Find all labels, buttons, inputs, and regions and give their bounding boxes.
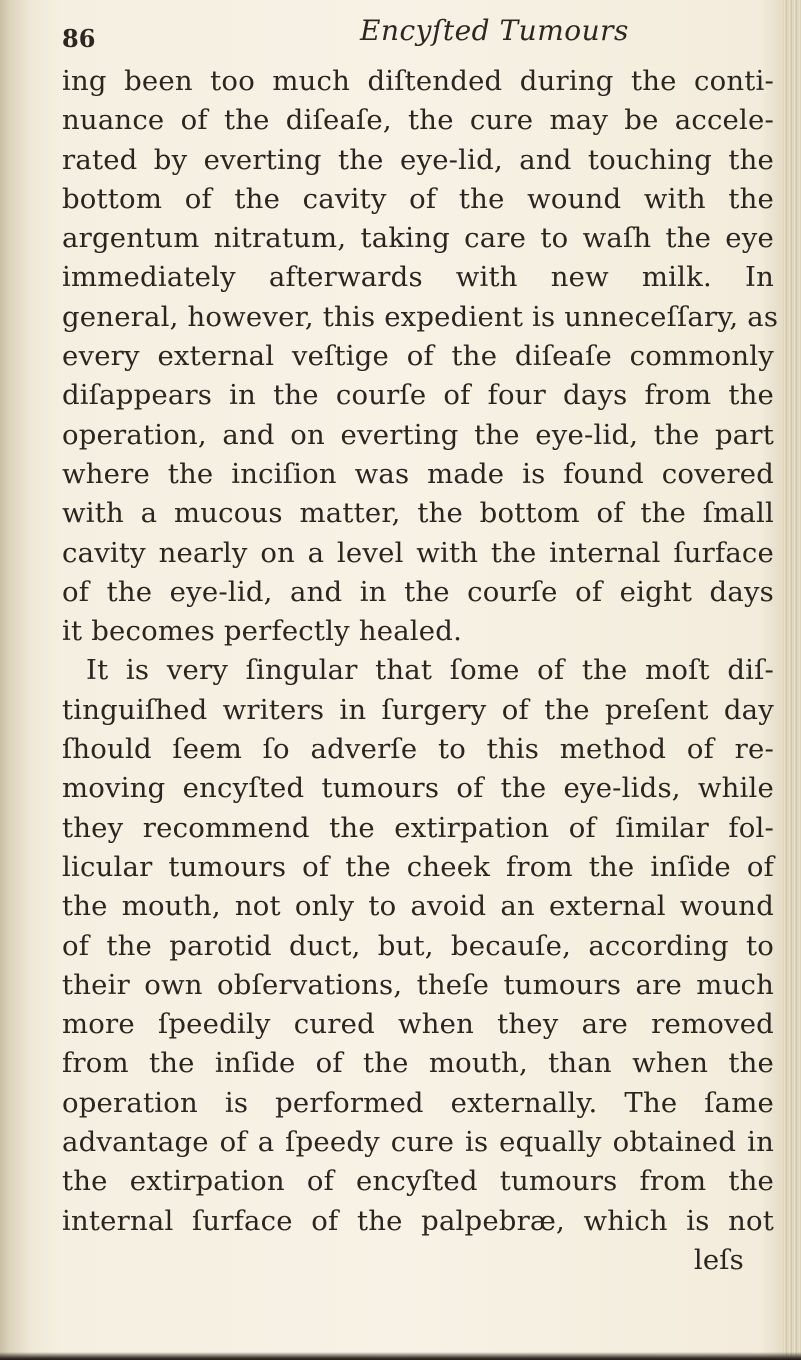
text-line: with a mucous matter, the bottom of the ſmall xyxy=(62,497,774,530)
text-line: rated by everting the eye-lid, and touching the xyxy=(62,143,774,176)
text-line: ſhould ſeem ſo adverſe to this method of re- xyxy=(62,733,774,766)
text-line: general, however, this expedient is unneceſſary, as xyxy=(62,300,779,333)
page-number: 86 xyxy=(62,24,96,53)
catchword: leſs xyxy=(693,1243,744,1276)
text-line: cavity nearly on a level with the internal ſurface xyxy=(62,536,774,569)
bottom-edge-shadow xyxy=(0,1352,801,1360)
text-line: ing been too much diſtended during the conti- xyxy=(62,65,774,97)
text-line: of the eye-lid, and in the courſe of eight days xyxy=(62,575,774,608)
text-line: every external veſtige of the diſeaſe commonly xyxy=(62,340,774,373)
text-line: moving encyſted tumours of the eye-lids, while xyxy=(62,772,774,805)
binding-edge xyxy=(0,0,30,1360)
text-line: of the parotid duct, but, becauſe, according to xyxy=(62,929,774,962)
text-line: more ſpeedily cured when they are removed xyxy=(62,1008,774,1041)
text-line: diſappears in the courſe of four days from the xyxy=(62,379,774,412)
text-line: argentum nitratum, taking care to waſh the eye xyxy=(62,222,774,255)
text-line: their own obſervations, theſe tumours are much xyxy=(62,968,774,1001)
text-line: the extirpation of encyſted tumours from the xyxy=(62,1165,774,1198)
text-line: internal ſurface of the palpebræ, which is not xyxy=(62,1204,774,1237)
text-line: nuance of the diſeaſe, the cure may be accele- xyxy=(62,104,774,137)
text-line: bottom of the cavity of the wound with the xyxy=(62,182,774,215)
text-line: operation, and on everting the eye-lid, the part xyxy=(62,418,774,451)
text-line: licular tumours of the cheek from the inſide of xyxy=(62,850,774,883)
page-edges xyxy=(783,0,801,1360)
text-line-paragraph-end: it becomes perfectly healed. xyxy=(62,615,463,648)
text-line: advantage of a ſpeedy cure is equally obtained in xyxy=(62,1126,774,1159)
running-title: Encyſted Tumours xyxy=(360,14,629,47)
text-line: the mouth, not only to avoid an external wound xyxy=(62,890,774,923)
text-line: tinguiſhed writers in ſurgery of the preſent day xyxy=(62,693,774,726)
text-line: immediately afterwards with new milk. In xyxy=(62,261,774,294)
text-line: from the inſide of the mouth, than when the xyxy=(62,1047,774,1080)
body-text xyxy=(62,62,779,1280)
text-line: they recommend the extirpation of ſimilar fol- xyxy=(62,811,774,844)
text-line: where the inciſion was made is found covered xyxy=(62,457,774,490)
page-header xyxy=(62,10,762,56)
text-line-paragraph-start: It is very ſingular that ſome of the moſt diſ- xyxy=(86,654,774,687)
text-line: operation is performed externally. The ſame xyxy=(62,1086,774,1119)
